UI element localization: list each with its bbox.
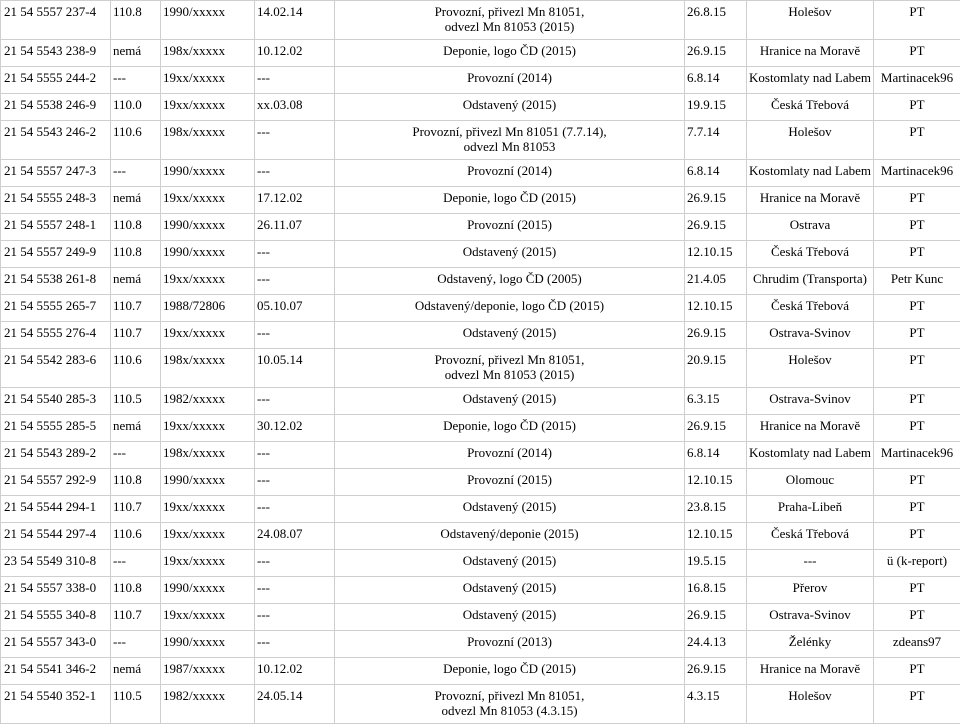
document-cell: 1990/xxxxx [161, 577, 255, 604]
revision-date-cell: --- [255, 388, 335, 415]
revision-date-cell: --- [255, 496, 335, 523]
table-row [1, 604, 960, 631]
wagon-number-cell: 21 54 5541 346-2 [1, 658, 111, 685]
length-cell: 110.6 [111, 121, 161, 160]
status-line: odvezl Mn 81053 (2015) [337, 367, 682, 382]
location-cell: Česká Třebová [747, 295, 874, 322]
status-cell [335, 496, 685, 523]
seen-date-cell: 4.3.15 [685, 685, 747, 724]
author-cell: PT [874, 415, 960, 442]
location-cell: Olomouc [747, 469, 874, 496]
author-cell: PT [874, 349, 960, 388]
status-line: Odstavený/deponie (2015) [337, 526, 682, 541]
revision-date-cell: --- [255, 160, 335, 187]
revision-date-cell: 26.11.07 [255, 214, 335, 241]
author-cell: Martinacek96 [874, 442, 960, 469]
seen-date-cell: 21.4.05 [685, 268, 747, 295]
status-line: Odstavený (2015) [337, 607, 682, 622]
location-cell: Hranice na Moravě [747, 187, 874, 214]
status-cell [335, 469, 685, 496]
revision-date-cell: --- [255, 241, 335, 268]
status-line: Deponie, logo ČD (2015) [337, 190, 682, 205]
author-cell: PT [874, 604, 960, 631]
seen-date-cell: 26.9.15 [685, 187, 747, 214]
document-cell: 1990/xxxxx [161, 469, 255, 496]
document-cell: 198x/xxxxx [161, 121, 255, 160]
revision-date-cell: 17.12.02 [255, 187, 335, 214]
length-cell: 110.8 [111, 469, 161, 496]
length-cell: --- [111, 160, 161, 187]
length-cell: --- [111, 442, 161, 469]
status-line: Provozní, přivezl Mn 81051, [337, 352, 682, 367]
document-cell: 1987/xxxxx [161, 658, 255, 685]
status-line: odvezl Mn 81053 (4.3.15) [337, 703, 682, 718]
author-cell: PT [874, 1, 960, 40]
author-cell: PT [874, 295, 960, 322]
seen-date-cell: 23.8.15 [685, 496, 747, 523]
location-cell: Ostrava [747, 214, 874, 241]
table-row [1, 658, 960, 685]
status-line: Provozní (2014) [337, 445, 682, 460]
length-cell: 110.8 [111, 241, 161, 268]
wagon-number-cell: 21 54 5540 352-1 [1, 685, 111, 724]
author-cell: PT [874, 496, 960, 523]
wagon-number-cell: 21 54 5557 249-9 [1, 241, 111, 268]
length-cell: 110.5 [111, 388, 161, 415]
status-cell [335, 442, 685, 469]
status-cell [335, 685, 685, 724]
location-cell: Holešov [747, 1, 874, 40]
status-cell [335, 631, 685, 658]
length-cell: nemá [111, 658, 161, 685]
status-cell [335, 214, 685, 241]
author-cell: PT [874, 322, 960, 349]
wagon-number-cell: 21 54 5557 292-9 [1, 469, 111, 496]
author-cell: Martinacek96 [874, 160, 960, 187]
table-row [1, 187, 960, 214]
table-row [1, 1, 960, 40]
document-cell: 19xx/xxxxx [161, 496, 255, 523]
document-cell: 19xx/xxxxx [161, 604, 255, 631]
author-cell: PT [874, 241, 960, 268]
seen-date-cell: 12.10.15 [685, 523, 747, 550]
wagon-number-cell: 21 54 5557 343-0 [1, 631, 111, 658]
status-line: Provozní (2015) [337, 217, 682, 232]
revision-date-cell: 24.08.07 [255, 523, 335, 550]
status-line: Deponie, logo ČD (2015) [337, 661, 682, 676]
table-row [1, 121, 960, 160]
wagon-number-cell: 21 54 5555 276-4 [1, 322, 111, 349]
seen-date-cell: 16.8.15 [685, 577, 747, 604]
wagon-number-cell: 21 54 5544 297-4 [1, 523, 111, 550]
revision-date-cell: --- [255, 604, 335, 631]
author-cell: PT [874, 121, 960, 160]
document-cell: 19xx/xxxxx [161, 268, 255, 295]
status-line: Odstavený/deponie, logo ČD (2015) [337, 298, 682, 313]
author-cell: Martinacek96 [874, 67, 960, 94]
length-cell: --- [111, 67, 161, 94]
status-line: Provozní (2014) [337, 163, 682, 178]
wagon-number-cell: 21 54 5543 238-9 [1, 40, 111, 67]
document-cell: 1990/xxxxx [161, 631, 255, 658]
location-cell: Česká Třebová [747, 94, 874, 121]
revision-date-cell: --- [255, 322, 335, 349]
seen-date-cell: 19.9.15 [685, 94, 747, 121]
location-cell: Hranice na Moravě [747, 40, 874, 67]
status-cell [335, 349, 685, 388]
document-cell: 19xx/xxxxx [161, 322, 255, 349]
table-row [1, 415, 960, 442]
table-row [1, 388, 960, 415]
status-line: Odstavený (2015) [337, 391, 682, 406]
seen-date-cell: 6.3.15 [685, 388, 747, 415]
author-cell: PT [874, 388, 960, 415]
location-cell: Česká Třebová [747, 241, 874, 268]
location-cell: Hranice na Moravě [747, 658, 874, 685]
author-cell: zdeans97 [874, 631, 960, 658]
length-cell: nemá [111, 268, 161, 295]
table-row [1, 550, 960, 577]
location-cell: Praha-Libeň [747, 496, 874, 523]
wagon-number-cell: 21 54 5557 247-3 [1, 160, 111, 187]
length-cell: 110.8 [111, 577, 161, 604]
author-cell: PT [874, 685, 960, 724]
document-cell: 19xx/xxxxx [161, 523, 255, 550]
status-line: Provozní (2013) [337, 634, 682, 649]
seen-date-cell: 6.8.14 [685, 442, 747, 469]
revision-date-cell: 10.05.14 [255, 349, 335, 388]
seen-date-cell: 6.8.14 [685, 160, 747, 187]
revision-date-cell: --- [255, 469, 335, 496]
revision-date-cell: --- [255, 67, 335, 94]
table-row [1, 268, 960, 295]
status-line: Provozní (2015) [337, 472, 682, 487]
length-cell: 110.7 [111, 604, 161, 631]
revision-date-cell: 14.02.14 [255, 1, 335, 40]
location-cell: Česká Třebová [747, 523, 874, 550]
status-cell [335, 187, 685, 214]
document-cell: 1982/xxxxx [161, 388, 255, 415]
document-cell: 19xx/xxxxx [161, 550, 255, 577]
revision-date-cell: --- [255, 268, 335, 295]
status-line: Deponie, logo ČD (2015) [337, 418, 682, 433]
status-line: odvezl Mn 81053 [337, 139, 682, 154]
wagon-number-cell: 21 54 5540 285-3 [1, 388, 111, 415]
status-line: Deponie, logo ČD (2015) [337, 43, 682, 58]
wagon-number-cell: 21 54 5555 265-7 [1, 295, 111, 322]
length-cell: 110.5 [111, 685, 161, 724]
status-cell [335, 388, 685, 415]
status-cell [335, 268, 685, 295]
status-line: Odstavený (2015) [337, 244, 682, 259]
location-cell: Holešov [747, 349, 874, 388]
wagon-number-cell: 21 54 5543 289-2 [1, 442, 111, 469]
author-cell: Petr Kunc [874, 268, 960, 295]
document-cell: 19xx/xxxxx [161, 187, 255, 214]
document-cell: 1990/xxxxx [161, 214, 255, 241]
revision-date-cell: 24.05.14 [255, 685, 335, 724]
revision-date-cell: --- [255, 442, 335, 469]
status-cell [335, 322, 685, 349]
author-cell: ü (k-report) [874, 550, 960, 577]
table-row [1, 295, 960, 322]
wagon-number-cell: 21 54 5542 283-6 [1, 349, 111, 388]
author-cell: PT [874, 40, 960, 67]
table-row [1, 523, 960, 550]
length-cell: 110.0 [111, 94, 161, 121]
length-cell: 110.7 [111, 496, 161, 523]
table-row [1, 577, 960, 604]
location-cell: Holešov [747, 121, 874, 160]
seen-date-cell: 26.9.15 [685, 604, 747, 631]
location-cell: Přerov [747, 577, 874, 604]
length-cell: nemá [111, 415, 161, 442]
length-cell: 110.7 [111, 295, 161, 322]
revision-date-cell: --- [255, 631, 335, 658]
status-cell [335, 241, 685, 268]
table-row [1, 469, 960, 496]
document-cell: 19xx/xxxxx [161, 67, 255, 94]
status-cell [335, 160, 685, 187]
length-cell: 110.6 [111, 523, 161, 550]
document-cell: 19xx/xxxxx [161, 415, 255, 442]
seen-date-cell: 26.9.15 [685, 40, 747, 67]
table-row [1, 160, 960, 187]
location-cell: Hranice na Moravě [747, 415, 874, 442]
wagon-number-cell: 21 54 5555 244-2 [1, 67, 111, 94]
table-body [1, 1, 960, 724]
revision-date-cell: xx.03.08 [255, 94, 335, 121]
wagon-number-cell: 21 54 5555 340-8 [1, 604, 111, 631]
wagon-number-cell: 21 54 5543 246-2 [1, 121, 111, 160]
status-cell [335, 121, 685, 160]
seen-date-cell: 12.10.15 [685, 241, 747, 268]
table-row [1, 442, 960, 469]
status-line: Odstavený (2015) [337, 97, 682, 112]
table-row [1, 322, 960, 349]
length-cell: nemá [111, 187, 161, 214]
status-line: Provozní, přivezl Mn 81051, [337, 4, 682, 19]
seen-date-cell: 26.9.15 [685, 658, 747, 685]
length-cell: 110.8 [111, 1, 161, 40]
seen-date-cell: 24.4.13 [685, 631, 747, 658]
document-cell: 1990/xxxxx [161, 1, 255, 40]
status-line: Provozní, přivezl Mn 81051 (7.7.14), [337, 124, 682, 139]
revision-date-cell: --- [255, 121, 335, 160]
table-row [1, 685, 960, 724]
seen-date-cell: 20.9.15 [685, 349, 747, 388]
length-cell: 110.7 [111, 322, 161, 349]
table-row [1, 631, 960, 658]
status-cell [335, 523, 685, 550]
location-cell: Holešov [747, 685, 874, 724]
status-line: Odstavený (2015) [337, 325, 682, 340]
table-row [1, 214, 960, 241]
wagon-number-cell: 21 54 5555 285-5 [1, 415, 111, 442]
location-cell: Chrudim (Transporta) [747, 268, 874, 295]
seen-date-cell: 26.9.15 [685, 322, 747, 349]
status-cell [335, 577, 685, 604]
status-cell [335, 40, 685, 67]
seen-date-cell: 12.10.15 [685, 469, 747, 496]
wagon-number-cell: 23 54 5549 310-8 [1, 550, 111, 577]
author-cell: PT [874, 469, 960, 496]
location-cell: Ostrava-Svinov [747, 604, 874, 631]
wagon-number-cell: 21 54 5557 248-1 [1, 214, 111, 241]
status-line: Provozní (2014) [337, 70, 682, 85]
status-line: Odstavený (2015) [337, 553, 682, 568]
wagon-number-cell: 21 54 5538 246-9 [1, 94, 111, 121]
status-cell [335, 415, 685, 442]
location-cell: Kostomlaty nad Labem [747, 442, 874, 469]
seen-date-cell: 26.9.15 [685, 415, 747, 442]
status-cell [335, 658, 685, 685]
wagon-number-cell: 21 54 5544 294-1 [1, 496, 111, 523]
revision-date-cell: 10.12.02 [255, 658, 335, 685]
seen-date-cell: 26.9.15 [685, 214, 747, 241]
status-line: odvezl Mn 81053 (2015) [337, 19, 682, 34]
document-cell: 198x/xxxxx [161, 40, 255, 67]
table-row [1, 496, 960, 523]
table-row [1, 67, 960, 94]
wagon-number-cell: 21 54 5557 237-4 [1, 1, 111, 40]
table-row [1, 40, 960, 67]
document-cell: 1990/xxxxx [161, 160, 255, 187]
status-cell [335, 550, 685, 577]
author-cell: PT [874, 658, 960, 685]
document-cell: 198x/xxxxx [161, 442, 255, 469]
author-cell: PT [874, 577, 960, 604]
status-line: Odstavený (2015) [337, 580, 682, 595]
length-cell: 110.6 [111, 349, 161, 388]
location-cell: Želénky [747, 631, 874, 658]
seen-date-cell: 12.10.15 [685, 295, 747, 322]
status-line: Provozní, přivezl Mn 81051, [337, 688, 682, 703]
length-cell: 110.8 [111, 214, 161, 241]
status-cell [335, 604, 685, 631]
length-cell: nemá [111, 40, 161, 67]
status-cell [335, 67, 685, 94]
revision-date-cell: --- [255, 550, 335, 577]
table-row [1, 94, 960, 121]
location-cell: Kostomlaty nad Labem [747, 160, 874, 187]
wagon-number-cell: 21 54 5557 338-0 [1, 577, 111, 604]
revision-date-cell: 30.12.02 [255, 415, 335, 442]
seen-date-cell: 7.7.14 [685, 121, 747, 160]
document-cell: 1982/xxxxx [161, 685, 255, 724]
status-line: Odstavený, logo ČD (2005) [337, 271, 682, 286]
status-cell [335, 1, 685, 40]
document-cell: 198x/xxxxx [161, 349, 255, 388]
location-cell: Kostomlaty nad Labem [747, 67, 874, 94]
wagon-number-cell: 21 54 5555 248-3 [1, 187, 111, 214]
document-cell: 1990/xxxxx [161, 241, 255, 268]
status-line: Odstavený (2015) [337, 499, 682, 514]
revision-date-cell: 10.12.02 [255, 40, 335, 67]
document-cell: 19xx/xxxxx [161, 94, 255, 121]
author-cell: PT [874, 94, 960, 121]
status-cell [335, 94, 685, 121]
revision-date-cell: 05.10.07 [255, 295, 335, 322]
wagon-number-cell: 21 54 5538 261-8 [1, 268, 111, 295]
length-cell: --- [111, 631, 161, 658]
document-cell: 1988/72806 [161, 295, 255, 322]
location-cell: --- [747, 550, 874, 577]
author-cell: PT [874, 214, 960, 241]
seen-date-cell: 19.5.15 [685, 550, 747, 577]
length-cell: --- [111, 550, 161, 577]
seen-date-cell: 6.8.14 [685, 67, 747, 94]
table-row [1, 241, 960, 268]
seen-date-cell: 26.8.15 [685, 1, 747, 40]
author-cell: PT [874, 523, 960, 550]
revision-date-cell: --- [255, 577, 335, 604]
table-row [1, 349, 960, 388]
location-cell: Ostrava-Svinov [747, 322, 874, 349]
author-cell: PT [874, 187, 960, 214]
status-cell [335, 295, 685, 322]
location-cell: Ostrava-Svinov [747, 388, 874, 415]
